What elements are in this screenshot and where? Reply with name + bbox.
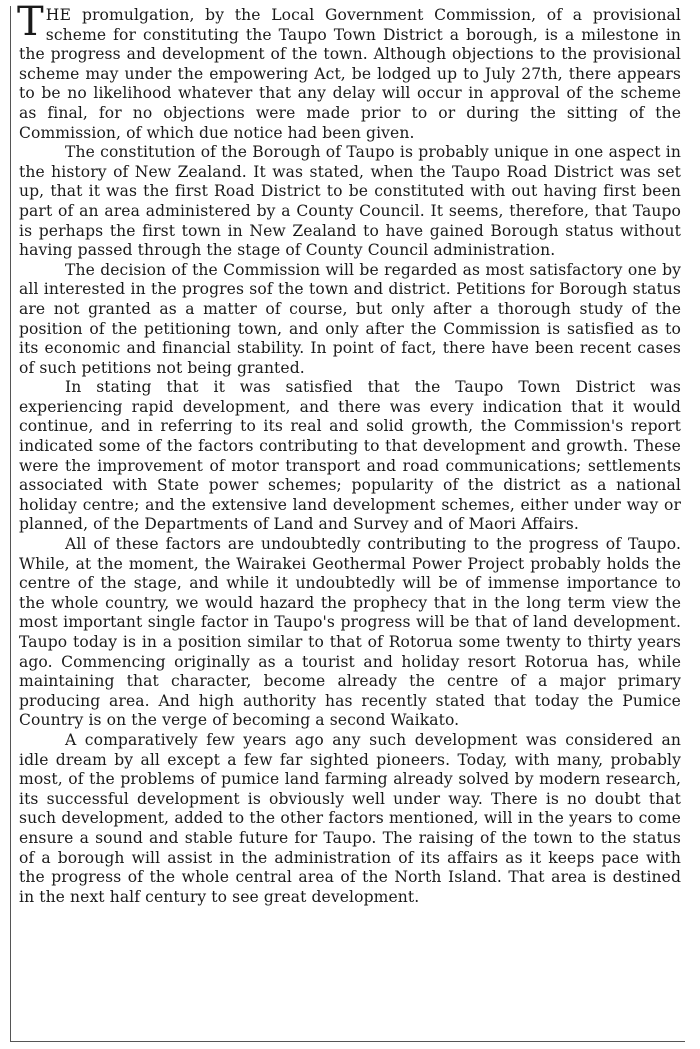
paragraph-4: In stating that it was satisfied that the Taupo Town District was experiencing rapid development, and there was every indication that it would continue, and in referring to its real and solid growth, the Commission's report indicated some of the factors contributing to that development and growth. These were the improvement of motor transport and road communications; settlements associated with State power schemes; popularity of the district as a national holiday centre; and the extensive land development schemes, either under way or planned, of the Departments of Land and Survey and of Maori Affairs. — [19, 378, 681, 534]
drop-cap: T — [17, 0, 44, 45]
paragraph-5: All of these factors are undoubtedly contributing to the progress of Taupo. While, at the moment, the Wairakei Geothermal Power Project probably holds the centre of the stage, and while it undoubtedly will be of immense importance to the whole country, we would hazard the prophecy that in the long term view the most important single factor in Taupo's progress will be that of land development. Taupo today is in a position similar to that of Rotorua some twenty to thirty years ago. Commencing originally as a tourist and holiday resort Rotorua has, while maintaining that character, become already the centre of a major primary producing area. And high authority has recently stated that today the Pumice Country is on the verge of becoming a second Waikato. — [19, 535, 681, 730]
paragraph-1-text: promulgation, by the Local Government Commission, of a provisional scheme for constituting the Taupo Town District a borough, is a milestone in the progress and development of the town. Although objections to the provisional scheme may under the empowering Act, be lodged up to July 27th, there appears to be no likelihood whatever that any delay will occur in approval of the scheme as final, for no objections were made prior to or during the sitting of the Commission, of which due notice had been given. — [19, 6, 681, 142]
paragraph-2: The constitution of the Borough of Taupo is probably unique in one aspect in the history of New Zealand. It was stated, when the Taupo Road District was set up, that it was the first Road District to be constituted with out having first been part of an area administered by a County Council. It seems, therefore, that Taupo is perhaps the first town in New Zealand to have gained Borough status without having passed through the stage of County Council administration. — [19, 143, 681, 260]
lead-word: HE — [45, 6, 72, 24]
paragraph-6: A comparatively few years ago any such development was considered an idle dream by all except a few far sighted pioneers. Today, with many, probably most, of the problems of pumice land farming already solved by modern research, its successful development is obviously well under way. There is no doubt that such development, added to the other factors mentioned, will in the years to come ensure a sound and stable future for Taupo. The raising of the town to the status of a borough will assist in the administration of its affairs as it keeps pace with the progress of the whole central area of the North Island. That area is destined in the next half century to see great development. — [19, 730, 681, 906]
paragraph-1 — [17, 0, 681, 143]
paragraph-3: The decision of the Commission will be regarded as most satisfactory one by all interested in the progres sof the town and district. Petitions for Borough status are not granted as a matter of course, but only after a thorough study of the position of the petitioning town, and only after the Commission is satisfied as to its economic and financial stability. In point of fact, there have been recent cases of such petitions not being granted. — [19, 260, 681, 377]
newspaper-column — [10, 0, 685, 1042]
